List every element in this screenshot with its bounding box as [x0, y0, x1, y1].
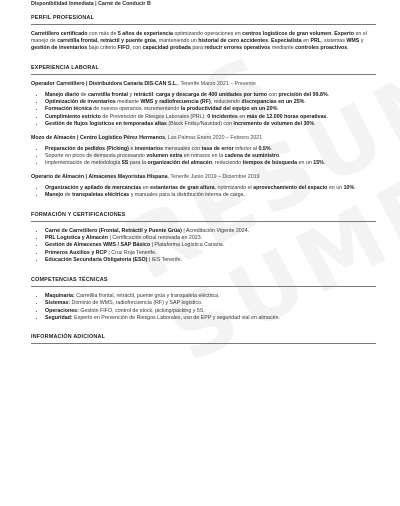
- list-item: • Sistemas: Dominio de WMS, radiofrecuencia (RF) y SAP logístico.: [45, 300, 376, 307]
- list-item: • Maquinaria: Carretilla frontal, retráctil, puente grúa y transpaleta eléctrica.: [45, 293, 376, 300]
- list-item: • Organización y apilado de mercancías en estanterías de gran altura, optimizando el aprovechamiento del espacio en un 10%.: [45, 185, 376, 192]
- list-item: • Educación Secundaria Obligatoria (ESO) | IES Tenerife.: [45, 257, 376, 264]
- experience-section-title: EXPERIENCIA LABORAL: [31, 65, 376, 75]
- availability-line: Disponibilidad Inmediata | Carné de Conducir B: [31, 1, 151, 7]
- job-3-bullets: [31, 185, 376, 200]
- list-item: • Manejo de transpaletas eléctricas y manuales para la distribución interna de carga.: [45, 192, 376, 199]
- skills-list: [31, 293, 376, 323]
- profile-section-title: PERFIL PROFESIONAL: [31, 15, 376, 25]
- profile-summary: Carretillero certificado con más de 5 años de experiencia optimizando operaciones en centros logísticos de gran volumen. Experto en el manejo de carretilla frontal, retráctil y puente grúa, manteniendo un historial de cero accidentes. Especialista en PRL, sistemas WMS y gestión de inventarios bajo criterio FIFO, con capacidad probada para reducir errores operativos mediante controles proactivos.: [31, 31, 367, 52]
- list-item: • Gestión de flujos logísticos en temporadas altas (Black Friday/Navidad) con incremento de volumen del 30%.: [45, 121, 376, 128]
- list-item: • Seguridad: Experto en Prevención de Riesgos Laborales, uso de EPP y seguridad vial en almacén.: [45, 315, 376, 322]
- list-item: • Gestión de Almacenes WMS / SAP Básico | Plataforma Logística Canaria.: [45, 242, 376, 249]
- job-1-bullets: [31, 92, 376, 129]
- list-item: • Cumplimiento estricto de Prevención de Riesgos Laborales (PRL): 0 incidentes en más de 12.000 horas operativas.: [45, 114, 376, 121]
- resume-page: [31, 0, 376, 350]
- list-item: • Carné de Carretillero (Frontal, Retráctil y Puente Grúa) | Acreditación Vigente 2024.: [45, 228, 376, 235]
- job-2-title: Mozo de Almacén | Centro Logístico Pérez Hermanos, Las Palmas Enero 2020 – Febrero 2021: [31, 134, 263, 141]
- job-2-bullets: [31, 146, 376, 168]
- skills-section-title: COMPETENCIAS TÉCNICAS: [31, 277, 376, 287]
- additional-section-title: INFORMACIÓN ADICIONAL: [31, 334, 376, 344]
- training-list: [31, 228, 376, 265]
- training-section-title: FORMACIÓN Y CERTIFICACIONES: [31, 212, 376, 222]
- list-item: • Soporte en picos de demanda procesando volumen extra en retrasos en la cadena de suministro.: [45, 153, 376, 160]
- list-item: • Manejo diario de carretilla frontal y retráctil: carga y descarga de 400 unidades por turno con precisión del 99.8%.: [45, 92, 376, 99]
- list-item: • Optimización de inventarios mediante WMS y radiofrecuencia (RF), reduciendo discrepancias en un 25%.: [45, 99, 376, 106]
- job-3-title: Operario de Almacén | Almacenes Mayoristas Hispana, Tenerife Junio 2019 – Diciembre 2019: [31, 173, 260, 180]
- job-1-title: Operador Carretillero | Distribuidora Canaria DIS-CAN S.L., Tenerife Marzo 2021 – Presente: [31, 80, 256, 87]
- list-item: • Implementación de metodología 5S para la organización del almacén, reduciendo tiempos de búsqueda en un 15%.: [45, 160, 376, 167]
- list-item: • Formación técnica de nuevos operarios, incrementando la productividad del equipo en un 20%.: [45, 106, 376, 113]
- list-item: • Primeros Auxilios y RCP | Cruz Roja Tenerife.: [45, 250, 376, 257]
- list-item: • PRL Logística y Almacén | Certificación oficial renovada en 2023.: [45, 235, 376, 242]
- list-item: • Operaciones: Gestión FIFO, control de stock, picking/packing y 5S.: [45, 308, 376, 315]
- list-item: • Preparación de pedidos (Picking) e inventarios mensuales con tasa de error inferior al 0.5%.: [45, 146, 376, 153]
